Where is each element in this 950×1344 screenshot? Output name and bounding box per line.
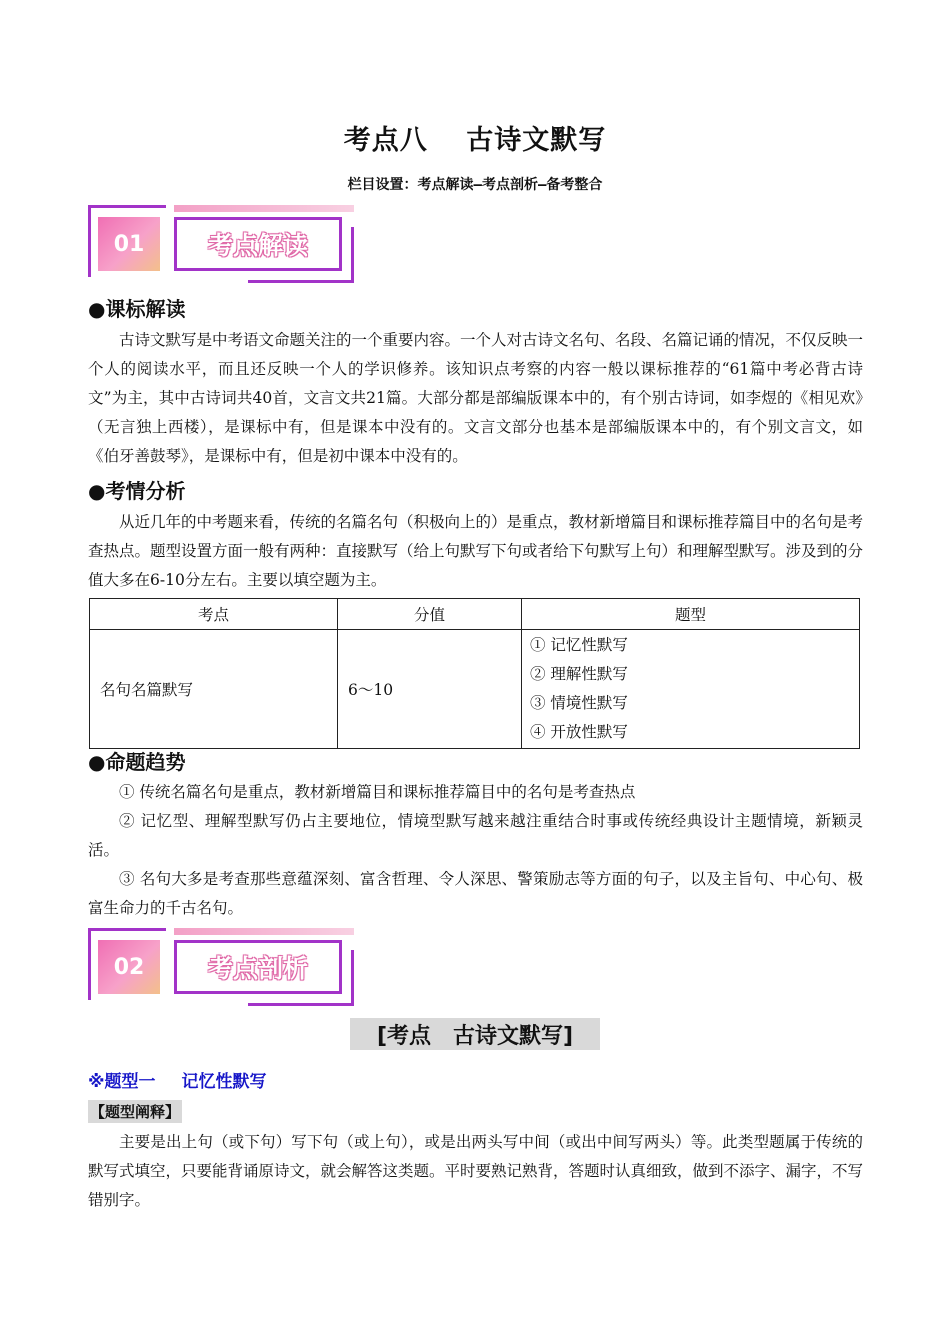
table-cell-types — [522, 630, 860, 749]
question-type-label: ※题型一 — [88, 1072, 156, 1092]
page-subtitle: 栏目设置：考点解读—考点剖析—备考整合 — [347, 177, 603, 193]
table-row — [90, 630, 860, 749]
section-banner-01 — [88, 205, 358, 285]
exam-point-table — [89, 598, 860, 749]
question-type-item: ① 记忆性默写 — [530, 636, 628, 654]
question-type-item: ④ 开放性默写 — [530, 723, 628, 741]
section-banner-02 — [88, 928, 358, 1008]
table-header-row — [90, 599, 860, 630]
heading-analysis: ●考情分析 — [88, 479, 186, 503]
question-type-item: ③ 情境性默写 — [530, 694, 628, 712]
type-note-heading: 【题型阐释】 — [88, 1100, 182, 1123]
table-header: 题型 — [522, 599, 860, 630]
question-type-name: 记忆性默写 — [181, 1072, 267, 1092]
heading-trend: ●命题趋势 — [88, 750, 186, 774]
paragraph-curriculum: 古诗文默写是中考语文命题关注的一个重要内容。一个人对古诗文名句、名段、名篇记诵的情况，不仅反映一个人的阅读水平，而且还反映一个人的学识修养。该知识点考察的内容一般以课标推荐的“61篇中考必背古诗文”为主，其中古诗词共40首，文言文共21篇。大部分都是部编版课本中的，有个别古诗词，如李煜的《相见欢》（无言独上西楼），是课标中有，但是课本中没有的。文言文部分也基本是部编版课本中的，有个别文言文，如《伯牙善鼓琴》，是课标中有，但是初中课本中没有的。 — [88, 331, 864, 465]
banner-bar — [174, 928, 354, 935]
table-cell-score: 6～10 — [338, 630, 522, 749]
kaodian-title: [考点 古诗文默写] — [350, 1018, 600, 1050]
table-header: 考点 — [90, 599, 338, 630]
type-note-text: 主要是出上句（或下句）写下句（或上句），或是出两头写中间（或出中间写两头）等。此类型题属于传统的默写式填空，只要能背诵原诗文，就会解答这类题。平时要熟记熟背，答题时认真细致，做到不添字、漏字，不写错别字。 — [88, 1133, 864, 1209]
heading-curriculum: ●课标解读 — [88, 297, 186, 321]
banner-label: 考点剖析 — [174, 940, 342, 994]
banner-bar — [174, 205, 354, 212]
trend-item: ① 传统名篇名句是重点，教材新增篇目和课标推荐篇目中的名句是考查热点 — [119, 783, 636, 801]
banner-number: 02 — [98, 940, 160, 994]
trend-item: ③ 名句大多是考查那些意蕴深刻、富含哲理、令人深思、警策励志等方面的句子，以及主旨句、中心句、极富生命力的千古名句。 — [88, 870, 863, 917]
banner-label: 考点解读 — [174, 217, 342, 271]
trend-item: ② 记忆型、理解型默写仍占主要地位，情境型默写越来越注重结合时事或传统经典设计主题情境，新颖灵活。 — [88, 812, 863, 859]
page-title: 考点八 古诗文默写 — [343, 125, 607, 156]
table-header: 分值 — [338, 599, 522, 630]
question-type-heading — [88, 1067, 267, 1092]
banner-number: 01 — [98, 217, 160, 271]
paragraph-analysis: 从近几年的中考题来看，传统的名篇名句（积极向上的）是重点，教材新增篇目和课标推荐篇目中的名句是考查热点。题型设置方面一般有两种：直接默写（给上句默写下句或者给下句默写上句）和理解型默写。涉及到的分值大多在6-10分左右。主要以填空题为主。 — [88, 513, 864, 589]
table-cell-point: 名句名篇默写 — [90, 630, 338, 749]
question-type-item: ② 理解性默写 — [530, 665, 628, 683]
